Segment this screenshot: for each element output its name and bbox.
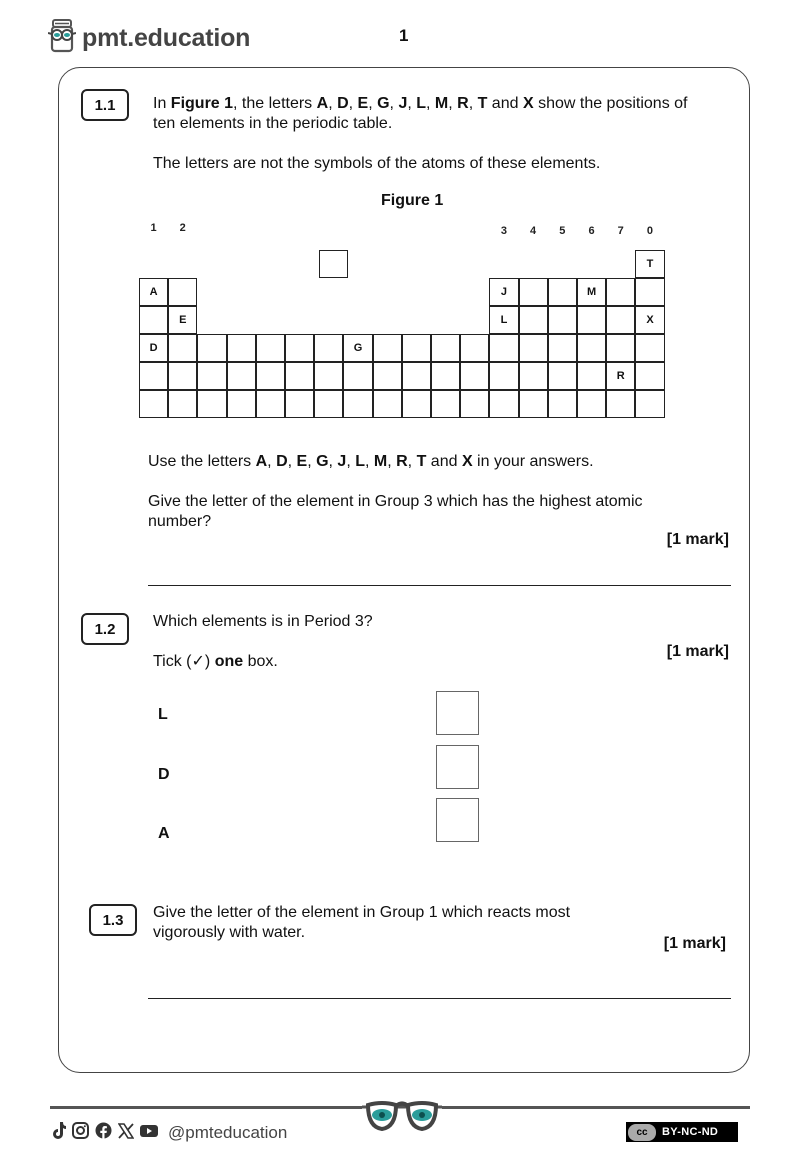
- element-cell: [197, 334, 226, 362]
- element-cell-j: J: [489, 278, 518, 306]
- element-cell-d: D: [139, 334, 168, 362]
- q1-2-mark: [1 mark]: [666, 643, 729, 660]
- element-cell: [577, 306, 606, 334]
- element-cell: [635, 390, 664, 418]
- q1-1-intro-line2: ten elements in the periodic table.: [153, 115, 393, 132]
- element-cell: [606, 334, 635, 362]
- periodic-table-figure: [139, 222, 669, 422]
- element-cell: [343, 390, 372, 418]
- element-cell: [577, 334, 606, 362]
- book-with-glasses-icon: [48, 19, 76, 58]
- social-links: [52, 1122, 287, 1144]
- option-label-a: A: [158, 825, 170, 842]
- x-icon[interactable]: [118, 1123, 134, 1144]
- q1-1-mark: [1 mark]: [666, 531, 729, 548]
- q1-3-question: [153, 903, 673, 943]
- element-cell: [402, 362, 431, 390]
- element-cell: [256, 362, 285, 390]
- element-cell: [197, 390, 226, 418]
- element-cell: [343, 362, 372, 390]
- element-cell: [402, 334, 431, 362]
- q1-3-mark: [1 mark]: [663, 935, 726, 952]
- group-label: 6: [588, 225, 595, 237]
- element-cell: [168, 278, 197, 306]
- element-cell: [548, 390, 577, 418]
- element-cell: [460, 334, 489, 362]
- element-cell: [548, 362, 577, 390]
- question-number-1-2: 1.2: [81, 613, 129, 645]
- element-cell: [314, 362, 343, 390]
- license-badge: [626, 1122, 738, 1142]
- q1-1-note: The letters are not the symbols of the atoms of these elements.: [153, 155, 601, 172]
- element-cell-x: X: [635, 306, 664, 334]
- element-cell: [227, 362, 256, 390]
- q1-2-tick-instruction: Tick (✓) one box.: [153, 653, 278, 670]
- q1-1-question: [148, 492, 708, 532]
- youtube-icon[interactable]: [140, 1123, 158, 1143]
- element-cell: [548, 278, 577, 306]
- q1-3-question-line1: Give the letter of the element in Group 1 which reacts most: [153, 904, 571, 921]
- q1-3-question-line2: vigorously with water.: [153, 924, 306, 941]
- element-cell: [519, 278, 548, 306]
- option-label-d: D: [158, 766, 170, 783]
- element-cell: [489, 362, 518, 390]
- glasses-icon: [362, 1097, 442, 1140]
- facebook-icon[interactable]: [95, 1122, 112, 1144]
- q1-1-instruction: Use the letters A, D, E, G, J, L, M, R, T and X in your answers.: [148, 453, 594, 470]
- element-cell: [606, 278, 635, 306]
- q1-2-question: Which elements is in Period 3?: [153, 613, 373, 630]
- element-cell: [519, 306, 548, 334]
- element-cell: [373, 334, 402, 362]
- q1-1-intro: [153, 94, 733, 134]
- element-cell: [139, 362, 168, 390]
- element-cell: [227, 390, 256, 418]
- element-cell: [548, 334, 577, 362]
- element-cell: [431, 334, 460, 362]
- brand-logo: [48, 20, 250, 56]
- q1-1-answer-line[interactable]: [148, 585, 731, 586]
- element-cell: [373, 362, 402, 390]
- element-cell-a: A: [139, 278, 168, 306]
- element-cell: [314, 390, 343, 418]
- element-cell: [489, 334, 518, 362]
- option-label-l: L: [158, 706, 168, 723]
- group-label: 5: [559, 225, 566, 237]
- element-cell: [256, 390, 285, 418]
- q1-1-intro-line1: In Figure 1, the letters A, D, E, G, J, L, M, R, T and X show the positions of: [153, 95, 688, 112]
- social-handle[interactable]: @pmteducation: [168, 1123, 288, 1142]
- element-cell: [577, 390, 606, 418]
- element-cell-e: E: [168, 306, 197, 334]
- element-cell: [577, 362, 606, 390]
- element-cell: [285, 334, 314, 362]
- element-cell: [460, 362, 489, 390]
- element-cell: [285, 362, 314, 390]
- element-cell: [227, 334, 256, 362]
- element-cell: [606, 390, 635, 418]
- question-number-1-3: 1.3: [89, 904, 137, 936]
- element-cell: [519, 390, 548, 418]
- option-tickbox-l[interactable]: [436, 691, 479, 735]
- element-cell: [635, 334, 664, 362]
- group-label: 3: [500, 225, 507, 237]
- element-cell: [168, 390, 197, 418]
- question-number-1-1: 1.1: [81, 89, 129, 121]
- group-label: 7: [617, 225, 624, 237]
- element-cell: [548, 306, 577, 334]
- figure-title: Figure 1: [381, 192, 444, 209]
- element-cell: [256, 334, 285, 362]
- element-cell: [431, 390, 460, 418]
- license-text: BY-NC-ND: [662, 1126, 719, 1138]
- page-number: 1: [399, 26, 409, 45]
- element-cell-t: T: [635, 250, 664, 278]
- element-cell: [489, 390, 518, 418]
- element-cell: [519, 362, 548, 390]
- element-cell: [402, 390, 431, 418]
- element-cell-r: R: [606, 362, 635, 390]
- group-label: 4: [530, 225, 537, 237]
- element-cell-l: L: [489, 306, 518, 334]
- group-label: 1: [150, 222, 157, 234]
- element-cell: [635, 362, 664, 390]
- element-cell: [168, 334, 197, 362]
- creative-commons-icon: cc: [628, 1124, 656, 1141]
- element-cell: [431, 362, 460, 390]
- element-cell: [168, 362, 197, 390]
- brand-name: pmt.education: [82, 23, 251, 52]
- element-cell: [606, 306, 635, 334]
- element-cell: [139, 306, 168, 334]
- element-cell: [139, 390, 168, 418]
- element-cell: [197, 362, 226, 390]
- tiktok-icon[interactable]: [52, 1122, 66, 1144]
- option-tickbox-a[interactable]: [436, 798, 479, 842]
- instagram-icon[interactable]: [72, 1122, 89, 1144]
- q1-1-question-line2: number?: [148, 513, 212, 530]
- element-cell: [285, 390, 314, 418]
- element-cell-g: G: [343, 334, 372, 362]
- element-cell: [460, 390, 489, 418]
- q1-3-answer-line[interactable]: [148, 998, 731, 999]
- group-label: 0: [646, 225, 653, 237]
- element-cell: [373, 390, 402, 418]
- option-tickbox-d[interactable]: [436, 745, 479, 789]
- q1-1-question-line1: Give the letter of the element in Group 3 which has the highest atomic: [148, 493, 643, 510]
- element-cell: [314, 334, 343, 362]
- element-cell: [635, 278, 664, 306]
- hydrogen-box: [319, 250, 348, 278]
- element-cell-m: M: [577, 278, 606, 306]
- group-label: 2: [179, 222, 186, 234]
- element-cell: [519, 334, 548, 362]
